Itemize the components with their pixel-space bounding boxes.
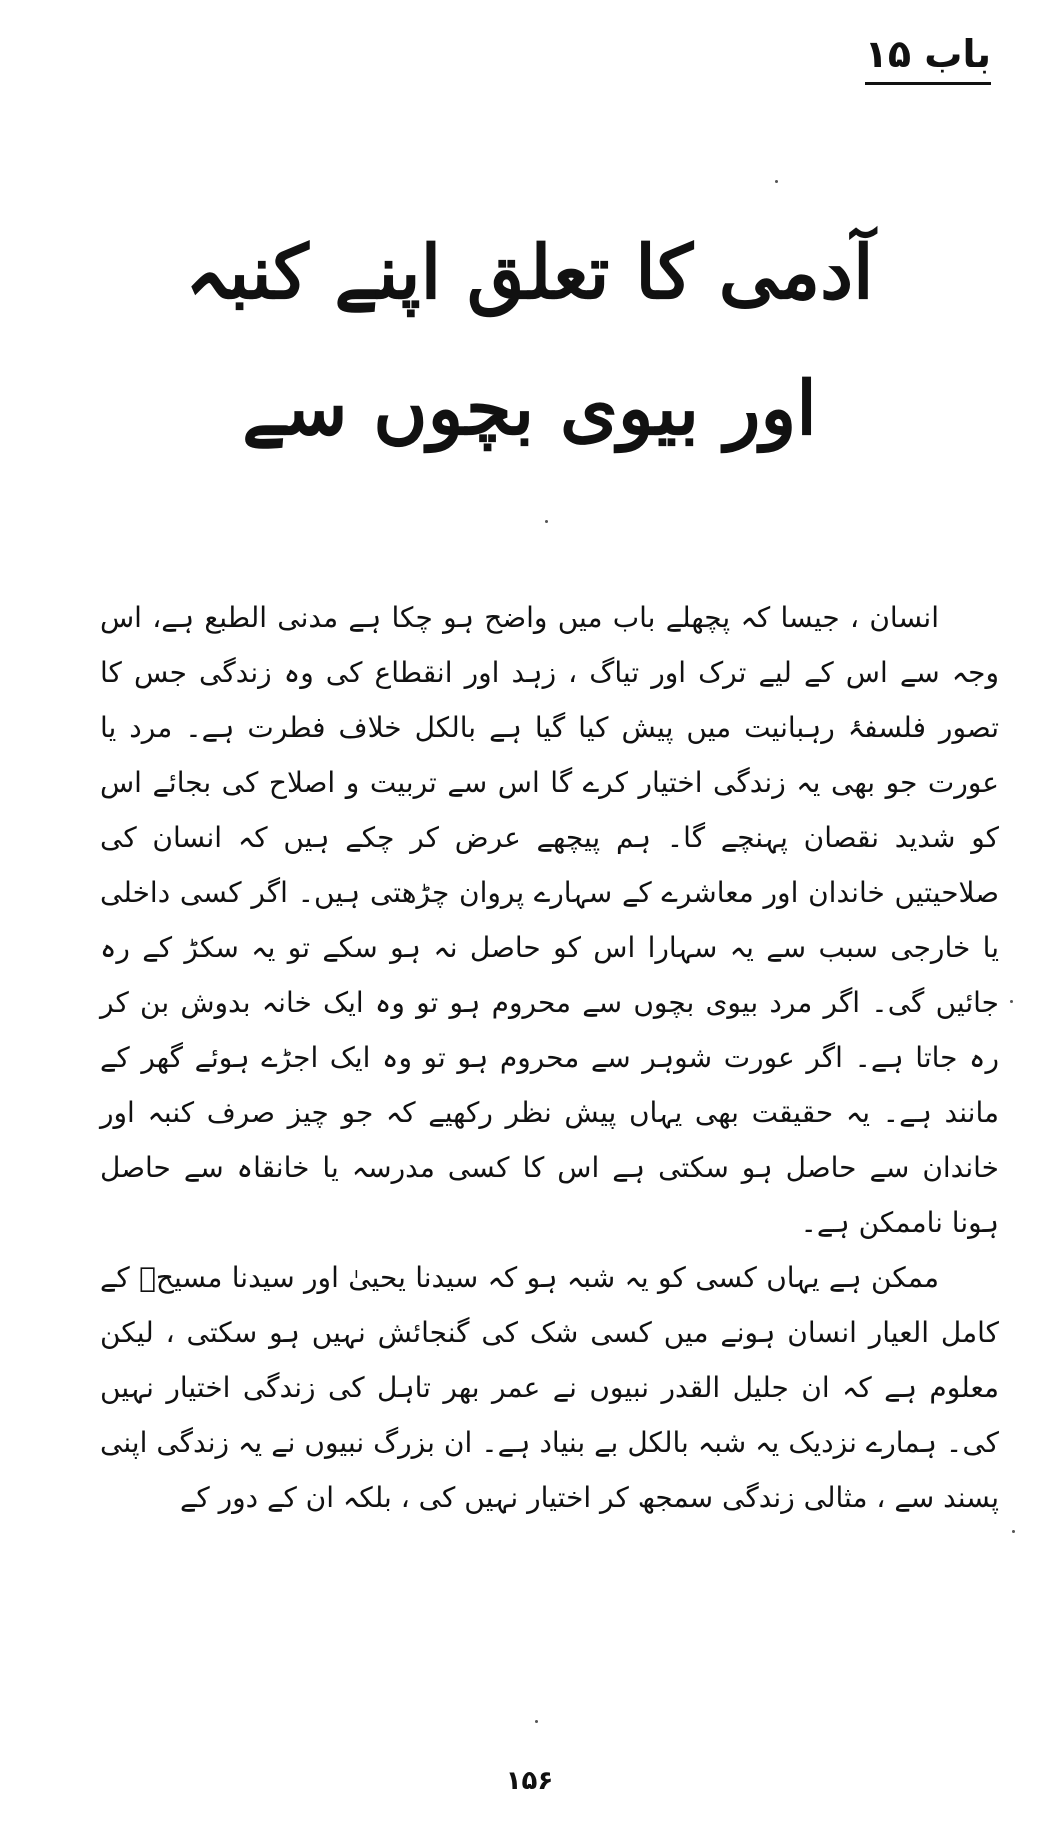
scan-speck xyxy=(535,1720,538,1723)
scan-speck xyxy=(775,180,778,183)
chapter-title-line-1: آدمی کا تعلق اپنے کنبہ xyxy=(185,230,874,316)
page-number: ۱۵۶ xyxy=(505,1766,554,1796)
paragraph-1: انسان ، جیسا کہ پچھلے باب میں واضح ہو چکا ہے مدنی الطبع ہے، اس وجہ سے اس کے لیے ترک اور تیاگ ، زہد اور انقطاع کی وہ زندگی جس کا تصور فلسفۂ رہبانیت میں پیش کیا گیا ہے بالکل خلاف فطرت ہے۔ مرد یا عورت جو بھی یہ زندگی اختیار کرے گا اس سے تربیت و اصلاح کی بجائے اس کو شدید نقصان پہنچے گا۔ ہم پیچھے عرض کر چکے ہیں کہ انسان کی صلاحیتیں خاندان اور معاشرے کے سہارے پروان چڑھتی ہیں۔ اگر کسی داخلی یا خارجی سبب سے یہ سہارا اس کو حاصل نہ ہو سکے تو یہ سکڑ کے رہ جائیں گی۔ اگر مرد بیوی بچوں سے محروم ہو تو وہ ایک خانہ بدوش بن کر رہ جاتا ہے۔ اگر عورت شوہر سے محروم ہو تو وہ ایک اجڑے ہوئے گھر کے مانند ہے۔ یہ حقیقت بھی یہاں پیش نظر رکھیے کہ جو چیز صرف کنبہ اور خاندان سے حاصل ہو سکتی ہے اس کا کسی مدرسہ یا خانقاہ سے حاصل ہونا ناممکن ہے۔ xyxy=(100,601,999,1239)
paragraph-2: ممکن ہے یہاں کسی کو یہ شبہ ہو کہ سیدنا یحییٰ اور سیدنا مسیحؑ کے کامل العیار انسان ہونے میں کسی شک کی گنجائش نہیں ہو سکتی ، لیکن معلوم ہے کہ ان جلیل القدر نبیوں نے عمر بھر تاہل کی زندگی اختیار نہیں کی۔ ہمارے نزدیک یہ شبہ بالکل بے بنیاد ہے۔ ان بزرگ نبیوں نے یہ زندگی اپنی پسند سے ، مثالی زندگی سمجھ کر اختیار نہیں کی ، بلکہ ان کے دور کے xyxy=(100,1261,999,1514)
scan-speck xyxy=(1010,1000,1013,1003)
scan-speck xyxy=(545,520,548,523)
chapter-label: باب ۱۵ xyxy=(865,32,991,85)
chapter-title xyxy=(120,205,939,477)
body-text xyxy=(100,590,999,1525)
scan-speck xyxy=(1012,1530,1015,1533)
chapter-title-line-2: اور بیوی بچوں سے xyxy=(242,366,817,452)
